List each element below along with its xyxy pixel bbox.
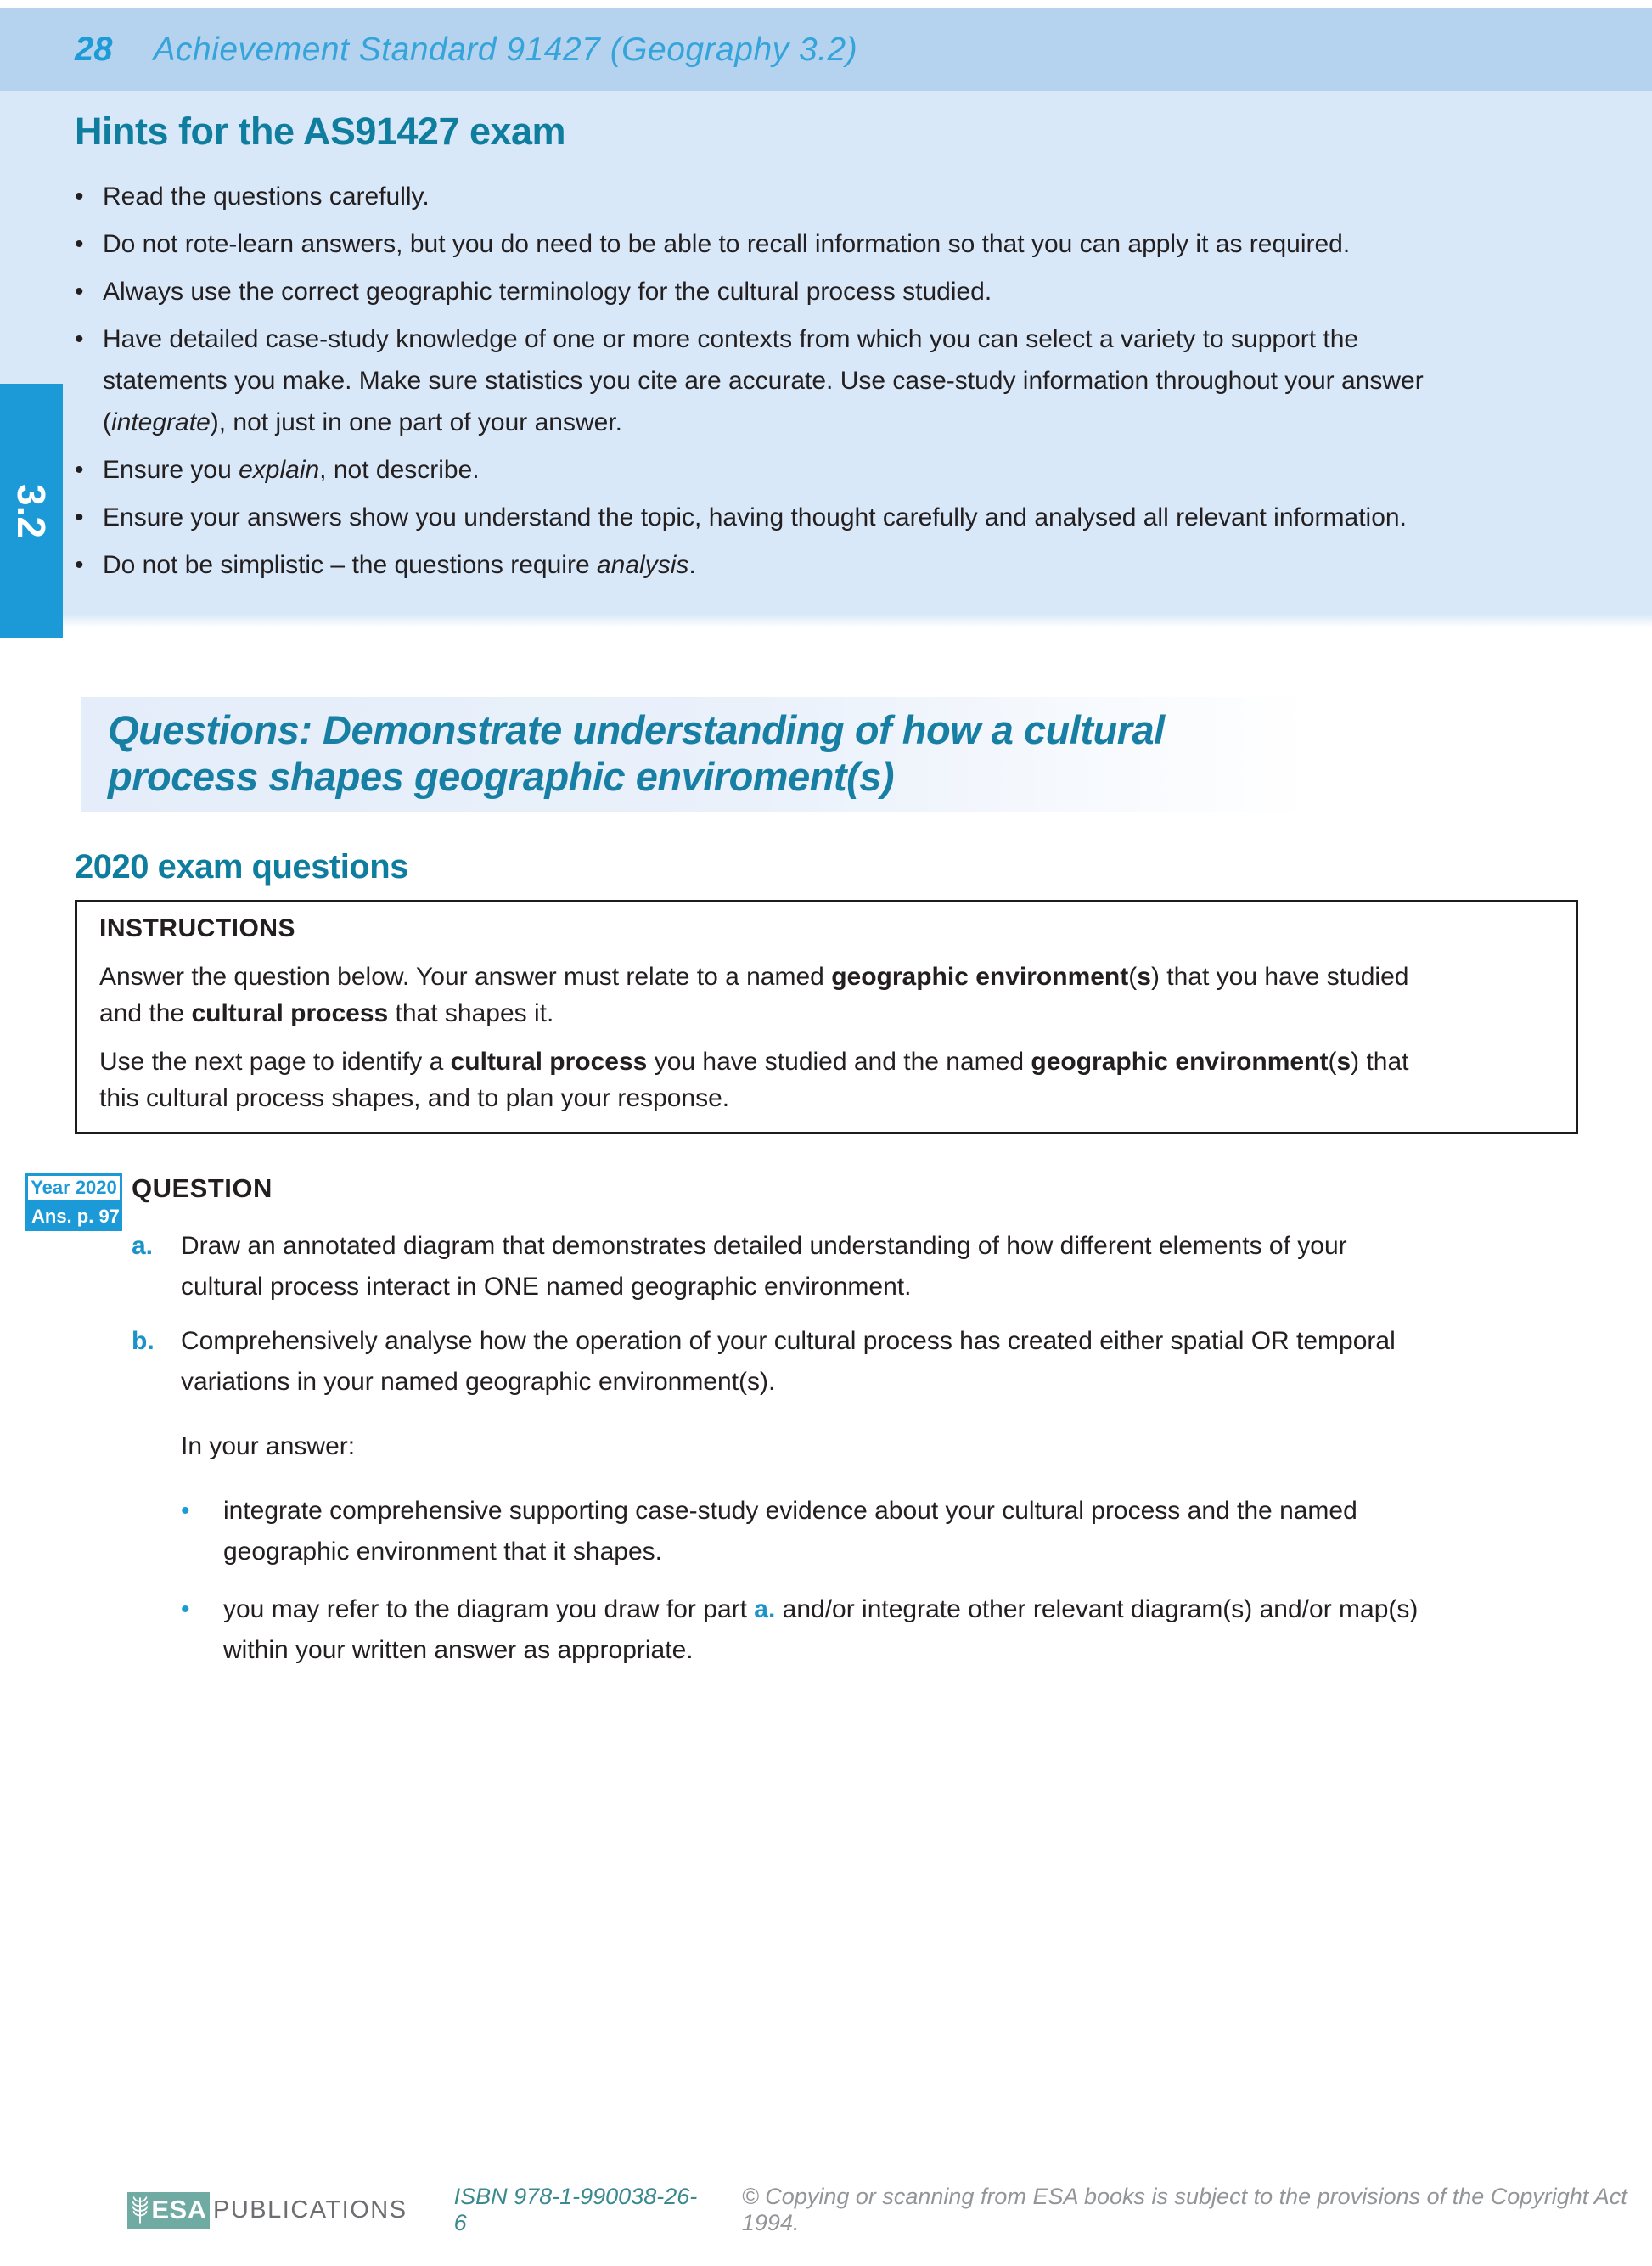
year-answer-badge: [25, 1173, 122, 1231]
badge-year: Year 2020: [25, 1173, 122, 1203]
list-item: [75, 449, 1652, 491]
bullet-icon: [75, 223, 103, 265]
list-item: [75, 176, 1652, 217]
part-marker: b.: [132, 1327, 155, 1355]
bullet-icon: [75, 497, 103, 538]
banner-title: Questions: Demonstrate understanding of how a cultural process shapes geographic enviroment(s): [108, 707, 1165, 799]
answer-requirement-item: [181, 1491, 1652, 1572]
hint-text: Have detailed case-study knowledge of one or more contexts from which you can select a variety to support the statements you make. Make sure statistics you cite are accurate. Use case-study information throughout your answer (integrate), not just in one part of your answer.: [103, 325, 1424, 436]
question-title: QUESTION: [132, 1173, 273, 1203]
question-block: [31, 1173, 1652, 1671]
hint-text: Always use the correct geographic terminology for the cultural process studied.: [103, 278, 992, 306]
exam-year-heading: 2020 exam questions: [75, 848, 408, 886]
hints-section: [0, 91, 1652, 614]
answer-requirement-item: [181, 1589, 1652, 1671]
esa-logo-text: ESA: [151, 2195, 207, 2224]
fern-icon: [130, 2195, 150, 2225]
part-text: Draw an annotated diagram that demonstrates detailed understanding of how different elements of your cultural process interact in ONE named geographic environment.: [181, 1232, 1347, 1301]
page-footer: [127, 2184, 1652, 2236]
instructions-title: INSTRUCTIONS: [99, 914, 295, 942]
requirement-text: you may refer to the diagram you draw for part a. and/or integrate other relevant diagram(s) and/or map(s) within your written answer as appropriate.: [223, 1595, 1419, 1664]
page-number: 28: [75, 31, 113, 68]
hint-text: Ensure you explain, not describe.: [103, 456, 480, 484]
in-your-answer-label: In your answer:: [181, 1432, 356, 1460]
esa-logo: [127, 2192, 210, 2229]
instructions-box: [75, 900, 1578, 1134]
hints-title: Hints for the AS91427 exam: [75, 110, 566, 153]
bullet-icon: [75, 318, 103, 443]
part-marker: a.: [132, 1232, 154, 1260]
questions-banner: [81, 697, 1307, 812]
instructions-paragraph: Answer the question below. Your answer must relate to a named geographic environment(s) that you have studied and the cultural process that shapes it.: [99, 963, 1409, 1027]
list-item: [75, 223, 1652, 265]
hint-text: Ensure your answers show you understand the topic, having thought carefully and analysed all relevant information.: [103, 503, 1407, 531]
page-header: [0, 8, 1652, 91]
question-part-b: [132, 1321, 1652, 1403]
hint-text: Read the questions carefully.: [103, 183, 430, 211]
requirement-text: integrate comprehensive supporting case-study evidence about your cultural process and the named geographic environment that it shapes.: [223, 1497, 1357, 1566]
bullet-icon: [75, 449, 103, 491]
list-item: [75, 497, 1652, 538]
bullet-icon: [75, 176, 103, 217]
bullet-icon: [75, 271, 103, 312]
publications-label: PUBLICATIONS: [213, 2196, 407, 2224]
bullet-icon: [181, 1491, 223, 1572]
hint-text: Do not rote-learn answers, but you do need to be able to recall information so that you can apply it as required.: [103, 230, 1351, 258]
list-item: [75, 271, 1652, 312]
part-text: Comprehensively analyse how the operation of your cultural process has created either spatial OR temporal variations in your named geographic environment(s).: [181, 1327, 1396, 1396]
section-divider: [0, 614, 1652, 627]
copyright-text: © Copying or scanning from ESA books is subject to the provisions of the Copyright Act 1994.: [741, 2184, 1627, 2235]
question-part-a: [132, 1226, 1652, 1307]
chapter-tab-3-2: [0, 384, 63, 638]
list-item: [75, 544, 1652, 586]
instructions-paragraph: Use the next page to identify a cultural process you have studied and the named geographic environment(s) that this cultural process shapes, and to plan your response.: [99, 1048, 1409, 1112]
badge-answer-page: Ans. p. 97: [25, 1203, 122, 1231]
bullet-icon: [181, 1589, 223, 1671]
hint-text: Do not be simplistic – the questions require analysis.: [103, 551, 696, 579]
chapter-tab-label: 3.2: [8, 484, 53, 538]
bullet-icon: [75, 544, 103, 586]
header-title: Achievement Standard 91427 (Geography 3.2): [153, 31, 858, 68]
hints-list: [75, 176, 1652, 586]
isbn-text: ISBN 978-1-990038-26-6: [453, 2184, 698, 2235]
list-item: [75, 318, 1652, 443]
